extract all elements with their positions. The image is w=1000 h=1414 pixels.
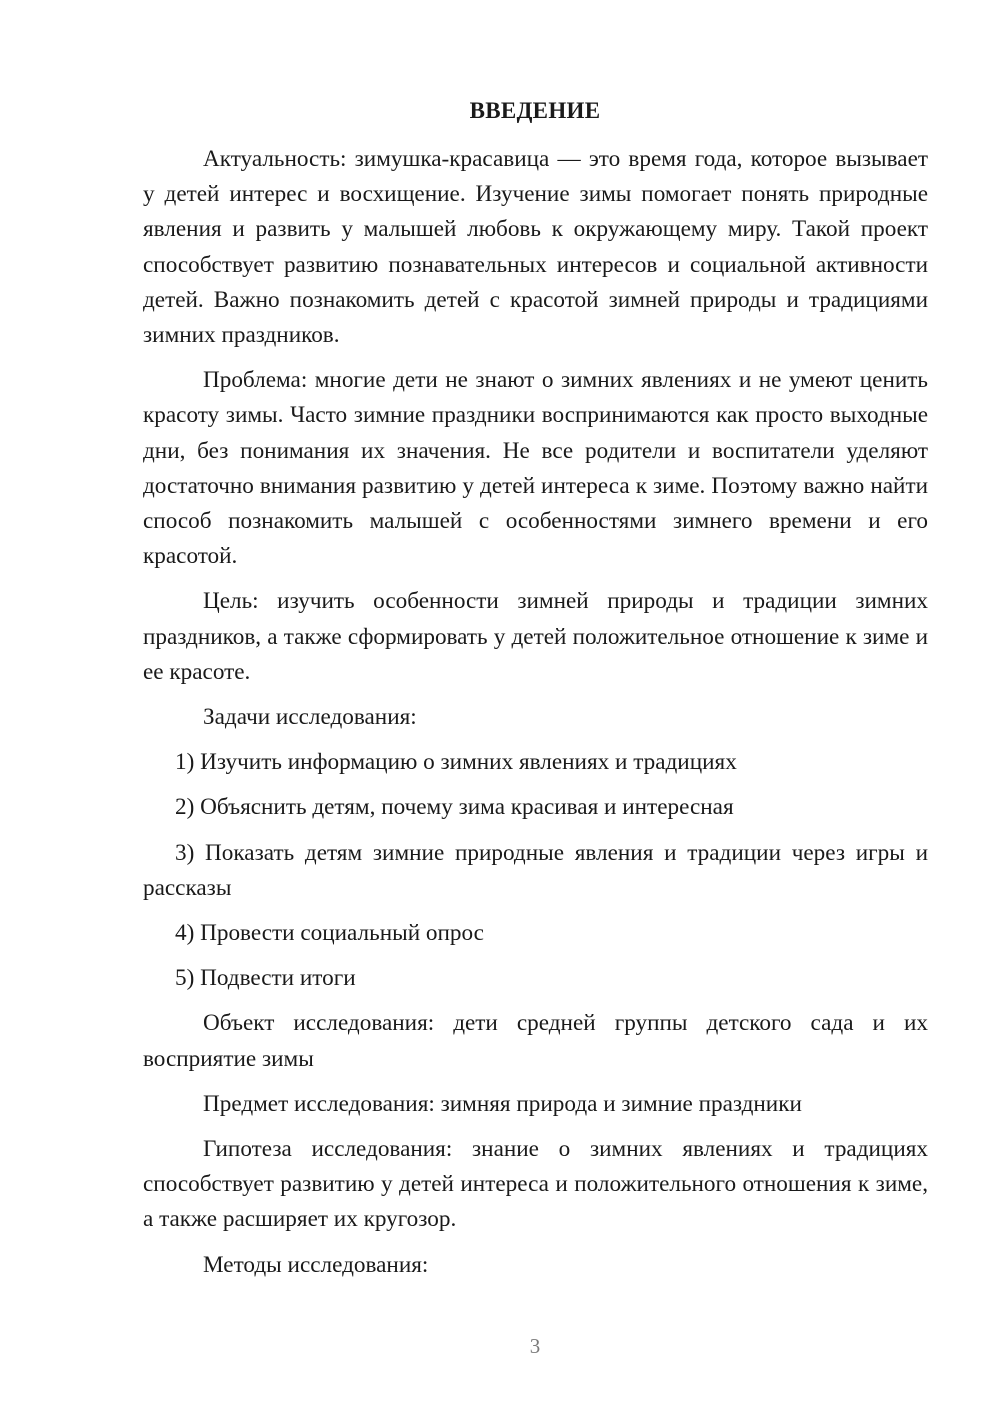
object-paragraph: Объект исследования: дети средней группы детского сада и их восприятие зимы	[143, 1010, 928, 1072]
relevance-paragraph: Актуальность: зимушка-красавица — это время года, которое вызывает у детей интерес и восхищение. Изучение зимы помогает понять природные явления и развить у малышей любовь к окружающему миру. Такой проект способствует развитию познавательных интересов и социальной активности детей. Важно познакомить детей с красотой зимней природы и традициями зимних праздников.	[143, 146, 928, 349]
task-item: 1) Изучить информацию о зимних явлениях и традициях	[175, 749, 737, 776]
task-item: 3) Показать детям зимние природные явления и традиции через игры и рассказы	[143, 839, 928, 901]
hypothesis-paragraph: Гипотеза исследования: знание о зимних явлениях и традициях способствует развитию у детей интереса и положительного отношения к зиме, а также расширяет их кругозор.	[143, 1136, 928, 1233]
task-item: 2) Объяснить детям, почему зима красивая и интересная	[175, 794, 734, 821]
goal-paragraph: Цель: изучить особенности зимней природы и традиции зимних праздников, а также сформировать у детей положительное отношение к зиме и ее красоте.	[143, 588, 928, 685]
section-heading: ВВЕДЕНИЕ	[469, 98, 601, 123]
task-item: 5) Подвести итоги	[175, 965, 356, 992]
page-number: 3	[529, 1334, 541, 1358]
subject-paragraph: Предмет исследования: зимняя природа и зимние праздники	[203, 1090, 802, 1117]
task-item: 4) Провести социальный опрос	[175, 920, 484, 947]
methods-title: Методы исследования:	[203, 1251, 429, 1278]
tasks-title: Задачи исследования:	[203, 704, 417, 731]
document-body	[143, 142, 928, 1293]
problem-paragraph: Проблема: многие дети не знают о зимних явлениях и не умеют ценить красоту зимы. Часто зимние праздники воспринимаются как просто выходные дни, без понимания их значения. Не все родители и воспитатели уделяют достаточно внимания развитию у детей интереса к зиме. Поэтому важно найти способ познакомить малышей с особенностями зимнего времени и его красотой.	[143, 367, 928, 570]
